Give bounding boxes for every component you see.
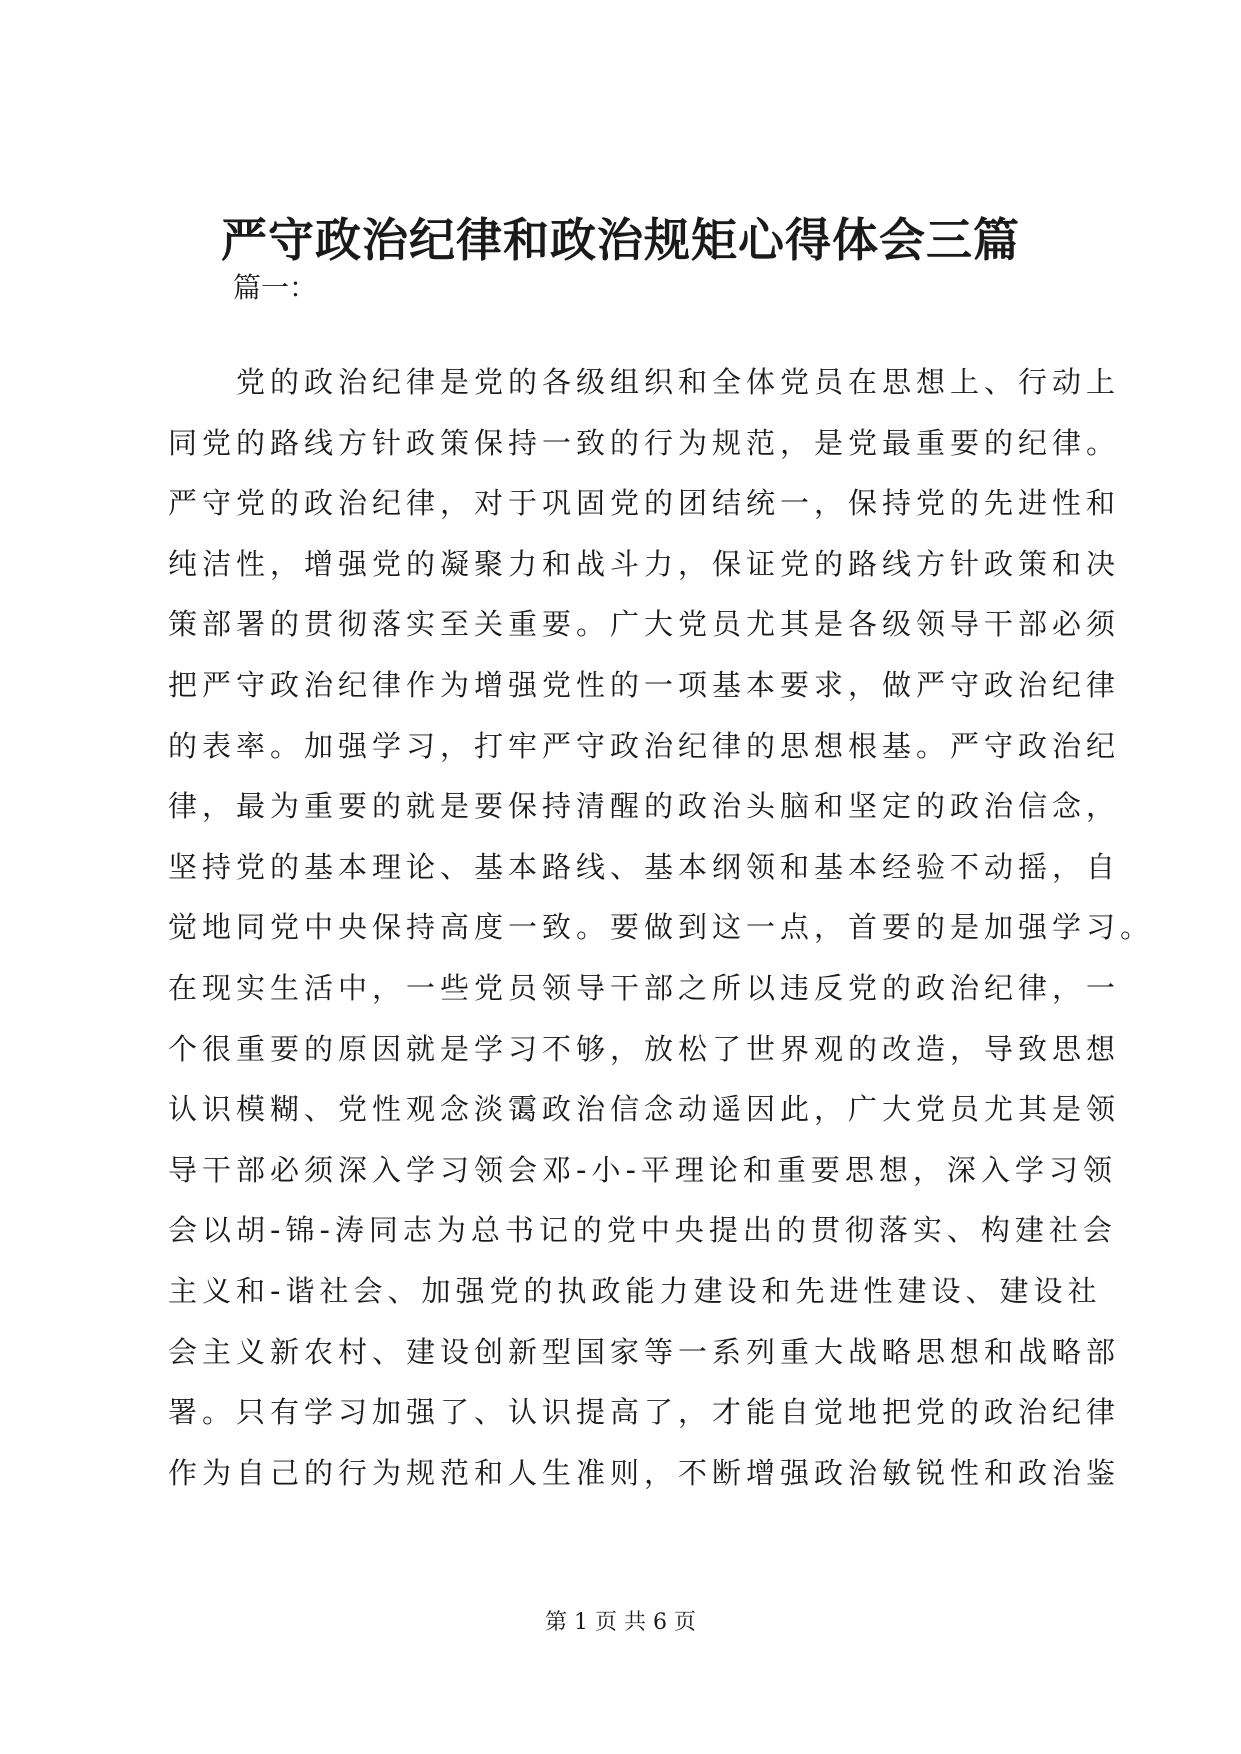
document-title: 严守政治纪律和政治规矩心得体会三篇 — [221, 213, 1020, 267]
body-line: 觉地同党中央保持高度一致。要做到这一点，首要的是加强学习。 — [168, 910, 1155, 945]
body-line: 坚持党的基本理论、基本路线、基本纲领和基本经验不动摇，自 — [168, 849, 1121, 884]
body-line: 律，最为重要的就是要保持清醒的政治头脑和坚定的政治信念， — [168, 789, 1121, 824]
body-line: 党的政治纪律是党的各级组织和全体党员在思想上、行动上 — [168, 365, 1121, 399]
body-line: 署。只有学习加强了、认识提高了，才能自觉地把党的政治纪律 — [168, 1395, 1121, 1430]
body-line: 纯洁性，增强党的凝聚力和战斗力，保证党的路线方针政策和决 — [168, 546, 1121, 581]
body-line: 策部署的贯彻落实至关重要。广大党员尤其是各级领导干部必须 — [168, 607, 1121, 642]
body-line: 个很重要的原因就是学习不够，放松了世界观的改造，导致思想 — [168, 1031, 1121, 1066]
body-line: 会主义新农村、建设创新型国家等一系列重大战略思想和战略部 — [168, 1334, 1121, 1369]
body-line: 主义和-谐社会、加强党的执政能力建设和先进性建设、建设社 — [168, 1273, 1102, 1308]
body-line: 作为自己的行为规范和人生准则，不断增强政治敏锐性和政治鉴 — [168, 1455, 1121, 1490]
body-line: 会以胡-锦-涛同志为总书记的党中央提出的贯彻落实、构建社会 — [168, 1213, 1117, 1248]
body-line: 在现实生活中，一些党员领导干部之所以违反党的政治纪律，一 — [168, 970, 1121, 1005]
page-footer: 第 1 页 共 6 页 — [545, 1610, 696, 1635]
body-text — [168, 352, 1155, 1503]
section-label: 篇一： — [233, 271, 318, 304]
body-line: 认识模糊、党性观念淡霭政治信念动遥因此，广大党员尤其是领 — [168, 1092, 1121, 1127]
body-line: 同党的路线方针政策保持一致的行为规范，是党最重要的纪律。 — [168, 425, 1121, 460]
body-line: 严守党的政治纪律，对于巩固党的团结统一，保持党的先进性和 — [168, 486, 1121, 521]
body-line: 的表率。加强学习，打牢严守政治纪律的思想根基。严守政治纪 — [168, 728, 1121, 763]
body-line: 导干部必须深入学习领会邓-小-平理论和重要思想，深入学习领 — [168, 1152, 1117, 1187]
body-line: 把严守政治纪律作为增强党性的一项基本要求，做严守政治纪律 — [168, 667, 1121, 702]
